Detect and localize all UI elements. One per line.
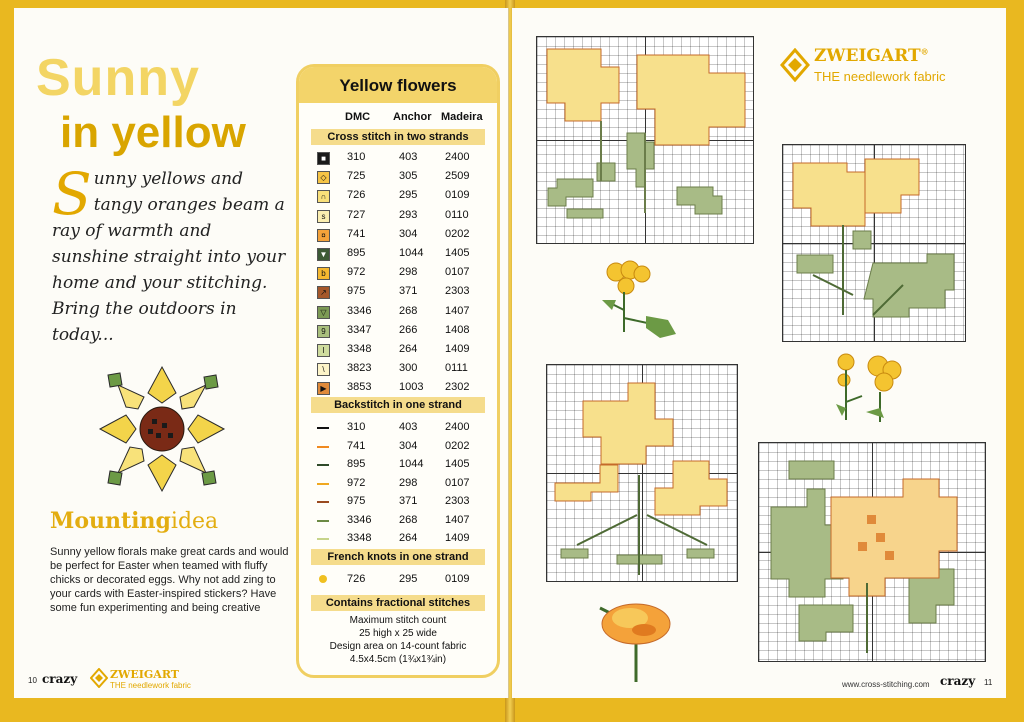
intro-body: unny yellows and tangy oranges beam a ray of warmth and sunshine straight into your home and your stitching. Bring the outdoors in today...: [52, 169, 286, 345]
anchor-code: 264: [399, 343, 418, 355]
magazine-name-left: crazy: [42, 672, 78, 686]
cross-row: [299, 264, 497, 282]
madeira-code: 1408: [445, 323, 470, 336]
cross-row: [299, 226, 497, 244]
dmc-code: 726: [347, 573, 366, 585]
madeira-code: 0111: [445, 362, 468, 375]
col-anchor: Anchor: [393, 111, 432, 123]
cross-row: [299, 341, 497, 359]
floss-symbol-icon: ∩: [317, 190, 330, 203]
intro-text: [52, 160, 292, 348]
anchor-code: 300: [399, 362, 418, 375]
backstitch-line-icon: [317, 446, 329, 448]
anchor-code: 304: [399, 439, 418, 452]
floss-symbol-icon: I: [317, 344, 330, 357]
dmc-code: 3853: [347, 381, 372, 394]
anchor-code: 295: [399, 189, 418, 202]
zweigart-logo-icon: [90, 668, 108, 688]
stitch-count-label: Maximum stitch count: [349, 615, 447, 626]
french-row: [299, 571, 497, 589]
dmc-code: 3348: [347, 343, 372, 355]
mounting-idea-title: [50, 508, 218, 534]
anchor-code: 268: [399, 304, 418, 317]
cross-row: [299, 207, 497, 225]
backstitch-line-icon: [317, 464, 329, 466]
anchor-code: 403: [399, 421, 418, 433]
backstitch-row: [299, 456, 497, 474]
madeira-code: 0202: [445, 227, 470, 240]
dmc-code: 726: [347, 189, 366, 202]
anchor-code: 293: [399, 208, 418, 221]
backstitch-row: [299, 493, 497, 511]
dmc-code: 310: [347, 421, 366, 433]
zweigart-tagline-left: THE needlework fabric: [110, 681, 191, 690]
anchor-code: 266: [399, 323, 418, 336]
dmc-code: 727: [347, 208, 366, 221]
cross-row: [299, 168, 497, 186]
dmc-code: 972: [347, 266, 366, 279]
floss-symbol-icon: b: [317, 267, 330, 280]
col-dmc: DMC: [345, 111, 371, 123]
madeira-code: 1405: [445, 458, 470, 470]
zweigart-logo-icon: [780, 48, 810, 82]
madeira-code: 0107: [445, 476, 470, 489]
dmc-code: 3346: [347, 513, 372, 526]
dmc-code: 895: [347, 458, 366, 470]
madeira-code: 1405: [445, 247, 470, 259]
website-url[interactable]: www.cross-stitching.com: [842, 680, 930, 689]
cross-stitch-chart-2: [782, 144, 966, 342]
backstitch-row: [299, 512, 497, 530]
section-backstitch: Backstitch in one strand: [311, 397, 485, 413]
madeira-code: 0110: [445, 208, 469, 221]
madeira-code: 2400: [445, 151, 470, 163]
madeira-code: 0109: [445, 189, 470, 202]
dmc-code: 3347: [347, 323, 372, 336]
anchor-code: 264: [399, 532, 418, 544]
dmc-code: 895: [347, 247, 366, 259]
floss-symbol-icon: ▶: [317, 382, 330, 395]
floss-symbol-icon: ■: [317, 152, 330, 165]
cross-row: [299, 322, 497, 340]
mounting-title-word: Mounting: [50, 508, 171, 534]
floss-symbol-icon: ▼: [317, 248, 330, 261]
dmc-code: 975: [347, 495, 366, 507]
dmc-code: 975: [347, 285, 366, 298]
registered-mark: ®: [920, 46, 929, 57]
dmc-code: 310: [347, 151, 366, 163]
madeira-code: 2302: [445, 381, 470, 394]
anchor-code: 304: [399, 227, 418, 240]
floss-symbol-icon: \: [317, 363, 330, 376]
headline-line-2: in yellow: [60, 108, 246, 157]
dmc-code: 3346: [347, 304, 372, 317]
cross-row: [299, 245, 497, 263]
headline-line-1: Sunny: [36, 49, 200, 107]
anchor-code: 295: [399, 573, 418, 585]
madeira-code: 1409: [445, 343, 470, 355]
cross-row: [299, 379, 497, 397]
design-area-label: Design area on 14-count fabric: [329, 641, 467, 652]
madeira-code: 2400: [445, 421, 470, 433]
madeira-code: 0202: [445, 439, 470, 452]
anchor-code: 1003: [399, 381, 424, 394]
floss-symbol-icon: ¤: [317, 229, 330, 242]
backstitch-row: [299, 475, 497, 493]
floss-symbol-icon: 9: [317, 325, 330, 338]
backstitch-row: [299, 419, 497, 437]
anchor-code: 298: [399, 476, 418, 489]
dmc-code: 3348: [347, 532, 372, 544]
cross-row: [299, 303, 497, 321]
madeira-code: 1409: [445, 532, 470, 544]
french-knot-dot-icon: [319, 575, 327, 583]
dmc-code: 741: [347, 227, 366, 240]
section-cross-stitch: Cross stitch in two strands: [311, 129, 485, 145]
dmc-code: 3823: [347, 362, 372, 375]
anchor-code: 371: [399, 495, 418, 507]
backstitch-line-icon: [317, 427, 329, 429]
motif-buttercup-sprig: [596, 260, 682, 346]
madeira-code: 1407: [445, 304, 470, 317]
left-page: [14, 8, 509, 698]
cross-stitch-chart-3: [546, 364, 738, 582]
dmc-code: 972: [347, 476, 366, 489]
zweigart-brand-name: ZWEIGART: [814, 46, 921, 66]
floss-symbol-icon: ▽: [317, 306, 330, 319]
madeira-code: 2303: [445, 285, 470, 298]
anchor-code: 1044: [399, 458, 424, 470]
cross-row: [299, 360, 497, 378]
madeira-code: 0107: [445, 266, 470, 279]
backstitch-line-icon: [317, 501, 329, 503]
floss-symbol-icon: ◇: [317, 171, 330, 184]
backstitch-line-icon: [317, 483, 329, 485]
col-madeira: Madeira: [441, 111, 483, 123]
magazine-name-right: crazy: [940, 674, 976, 688]
cross-row: [299, 187, 497, 205]
backstitch-line-icon: [317, 538, 329, 540]
mounting-idea-text: Sunny yellow florals make great cards and would be perfect for Easter when teamed with fluffy chicks or decorated eggs. Why not add zing to your cards with Easter-inspired stickers? Have some fun experimenting and being creative: [50, 546, 289, 614]
anchor-code: 1044: [399, 247, 424, 259]
section-french-knots: French knots in one strand: [311, 549, 485, 565]
anchor-code: 371: [399, 285, 418, 298]
zweigart-brand-right: [814, 46, 929, 66]
floss-symbol-icon: s: [317, 210, 330, 223]
right-page: [512, 8, 1006, 698]
zweigart-tagline-right: THE needlework fabric: [814, 69, 946, 84]
sunflower-motif-image: [96, 363, 228, 495]
dmc-code: 725: [347, 170, 366, 183]
cross-stitch-chart-4: [758, 442, 986, 662]
intro-dropcap: S: [52, 160, 92, 228]
cross-stitch-chart-1: [536, 36, 754, 244]
section-fractional: Contains fractional stitches: [311, 595, 485, 611]
anchor-code: 305: [399, 170, 418, 183]
backstitch-line-icon: [317, 520, 329, 522]
madeira-code: 2509: [445, 170, 470, 183]
thread-key-panel: [296, 64, 500, 678]
anchor-code: 298: [399, 266, 418, 279]
page-number-left: 10: [28, 676, 37, 685]
backstitch-row: [299, 438, 497, 456]
motif-yellow-buds: [830, 352, 920, 432]
madeira-code: 0109: [445, 573, 470, 585]
madeira-code: 1407: [445, 513, 470, 526]
mounting-title-idea: idea: [170, 509, 219, 534]
design-area-value: 4.5x4.5cm (1¾x1¾in): [349, 654, 447, 665]
cross-row: [299, 283, 497, 301]
zweigart-brand-left: ZWEIGART: [110, 668, 179, 681]
anchor-code: 403: [399, 151, 418, 163]
madeira-code: 2303: [445, 495, 470, 507]
motif-orange-poppy: [590, 588, 684, 682]
backstitch-row: [299, 530, 497, 548]
cross-row: [299, 149, 497, 167]
stitch-count-value: 25 high x 25 wide: [359, 628, 437, 639]
key-title: Yellow flowers: [299, 67, 497, 103]
dmc-code: 741: [347, 439, 366, 452]
page-number-right: 11: [984, 678, 993, 687]
floss-symbol-icon: ↗: [317, 286, 330, 299]
anchor-code: 268: [399, 513, 418, 526]
